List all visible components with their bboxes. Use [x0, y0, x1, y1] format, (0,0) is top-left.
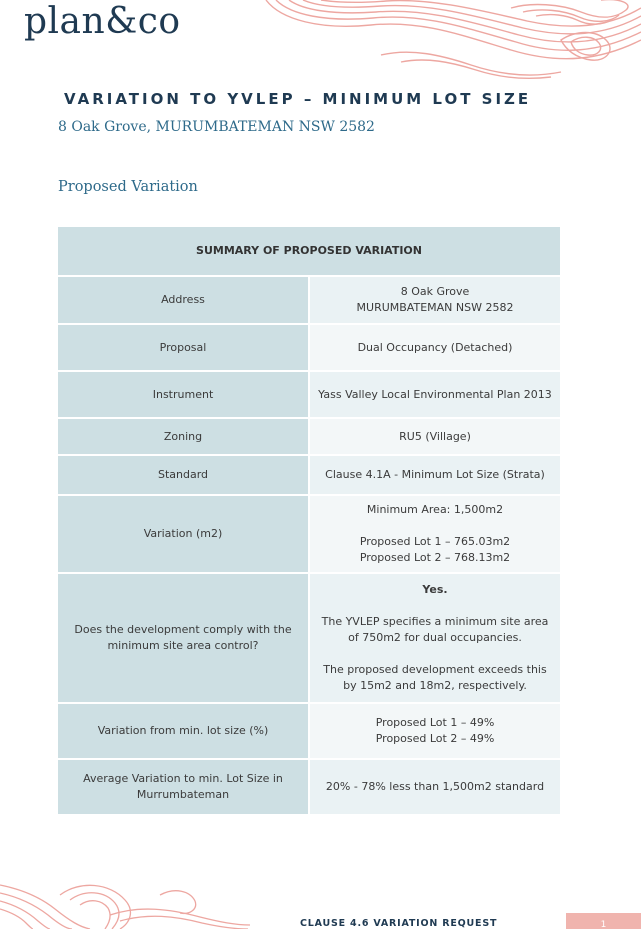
page-number: 1: [566, 913, 641, 929]
row-label: Proposal: [58, 324, 309, 371]
row-value: [309, 703, 560, 759]
table-row: [58, 759, 560, 815]
table-row: [58, 495, 560, 573]
row-value: RU5 (Village): [309, 418, 560, 455]
value-line: Proposed Lot 1 – 49%: [375, 716, 495, 729]
table-row: [58, 276, 560, 324]
table-row: [58, 418, 560, 455]
compliance-answer: Yes.: [422, 583, 448, 596]
document-heading: VARIATION TO YVLEP – MINIMUM LOT SIZE: [64, 90, 532, 108]
summary-table: [58, 227, 560, 816]
row-value: Yass Valley Local Environmental Plan 2013: [309, 371, 560, 418]
row-value: [309, 495, 560, 573]
row-label: Address: [58, 276, 309, 324]
row-label: Zoning: [58, 418, 309, 455]
row-value: [309, 573, 560, 703]
value-line: Proposed Lot 1 – 765.03m2: [359, 535, 511, 548]
row-label: Variation from min. lot size (%): [58, 703, 309, 759]
table-row: [58, 455, 560, 495]
row-value: [309, 276, 560, 324]
value-line: Proposed Lot 2 – 768.13m2: [359, 551, 511, 564]
section-title: Proposed Variation: [58, 179, 198, 195]
value-line: 8 Oak Grove: [400, 285, 470, 298]
table-row: [58, 573, 560, 703]
row-label: Instrument: [58, 371, 309, 418]
table-row: [58, 371, 560, 418]
table-row: [58, 324, 560, 371]
footer-document-title: CLAUSE 4.6 VARIATION REQUEST: [300, 918, 498, 929]
company-logo: plan&co: [24, 1, 181, 42]
row-value: Dual Occupancy (Detached): [309, 324, 560, 371]
value-line: MURUMBATEMAN NSW 2582: [356, 301, 514, 314]
row-label: Variation (m2): [58, 495, 309, 573]
value-line: Proposed Lot 2 – 49%: [375, 732, 495, 745]
row-value: Clause 4.1A - Minimum Lot Size (Strata): [309, 455, 560, 495]
value-line: The proposed development exceeds this by 15m2 and 18m2, respectively.: [323, 663, 547, 692]
table-header: SUMMARY OF PROPOSED VARIATION: [58, 227, 560, 276]
topographic-pattern-header: [261, 0, 641, 80]
row-label: Average Variation to min. Lot Size in Murrumbateman: [58, 759, 309, 815]
row-value: 20% - 78% less than 1,500m2 standard: [309, 759, 560, 815]
table-header-row: [58, 227, 560, 276]
table-row: [58, 703, 560, 759]
row-label: Standard: [58, 455, 309, 495]
topographic-pattern-footer: [0, 875, 250, 929]
site-address: 8 Oak Grove, MURUMBATEMAN NSW 2582: [58, 119, 375, 135]
value-line: The YVLEP specifies a minimum site area of 750m2 for dual occupancies.: [321, 615, 549, 644]
row-label: Does the development comply with the minimum site area control?: [58, 573, 309, 703]
value-line: Minimum Area: 1,500m2: [366, 503, 504, 516]
